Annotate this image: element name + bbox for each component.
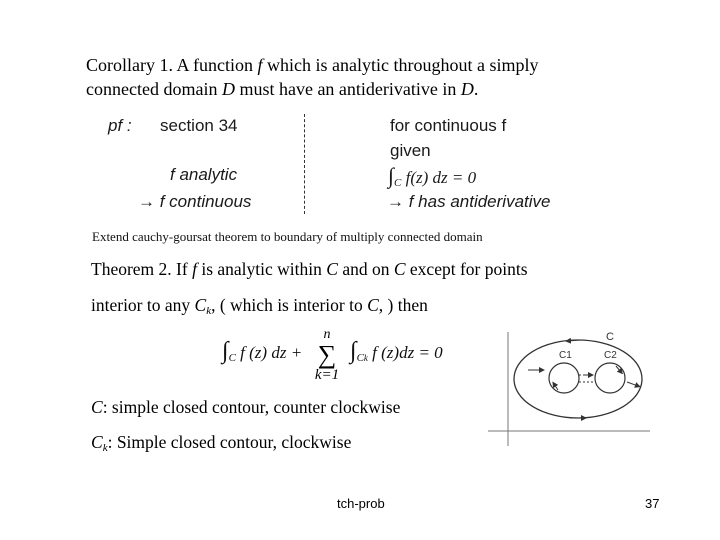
equation-lhs <box>222 338 302 365</box>
corollary-line-1 <box>86 54 538 77</box>
theorem-text: except for points <box>405 259 528 279</box>
theorem-line-1 <box>91 259 528 280</box>
proof-label-text: pf : <box>108 116 132 135</box>
definition-outer <box>91 397 400 418</box>
given-text: given <box>390 141 431 160</box>
contour-diagram <box>488 326 653 450</box>
theorem-text: , ) then <box>378 295 428 315</box>
proof-reference-text: section 34 <box>160 116 238 135</box>
antiderivative-text: f has antiderivative <box>408 192 551 211</box>
integral-contour-index: k <box>363 353 368 363</box>
theorem-text: interior to any <box>91 295 195 315</box>
implies-arrow: → <box>138 192 155 211</box>
theorem-text: and on <box>337 259 394 279</box>
sum-upper-limit: n <box>323 327 331 342</box>
proof-for-continuous <box>390 116 506 136</box>
implies-arrow: → <box>387 192 404 211</box>
theorem-text: , ( which is interior to <box>211 295 368 315</box>
proof-continuous <box>138 192 251 212</box>
c2-label: C2 <box>604 350 617 361</box>
proof-divider <box>304 114 305 214</box>
proof-given <box>390 141 431 161</box>
outer-contour-label: C <box>606 331 614 343</box>
integral-expression: f(z) dz = 0 <box>405 168 477 187</box>
proof-label <box>108 116 132 136</box>
corollary-text: connected domain <box>86 79 222 99</box>
equation-lhs-expression: f (z) dz + <box>240 343 303 362</box>
c1-label: C1 <box>559 350 572 361</box>
definition-inner <box>91 432 351 454</box>
proof-integral <box>388 163 476 189</box>
page-number-text: 37 <box>645 496 660 511</box>
inner-contour-c2 <box>595 363 625 393</box>
integral-contour-sub: C <box>228 352 236 364</box>
extension-note-text: Extend cauchy-goursat theorem to boundary of multiply connected domain <box>92 229 483 244</box>
proof-antiderivative <box>387 192 550 212</box>
integral-symbol: ∫ <box>350 338 357 364</box>
theorem-text: Theorem 2. If <box>91 259 193 279</box>
extension-note <box>92 229 483 245</box>
corollary-line-2 <box>86 78 478 101</box>
footer-source-text: tch-prob <box>337 496 385 511</box>
proof-analytic <box>170 165 237 185</box>
sum-lower-limit: k=1 <box>314 367 340 383</box>
summation <box>312 328 342 383</box>
continuous-text: f continuous <box>159 192 252 211</box>
contour-symbol: C <box>194 295 207 315</box>
contour-symbol: C <box>91 432 103 452</box>
contour-index: k <box>206 305 212 317</box>
contour-index: k <box>102 442 108 454</box>
contour-symbol: C <box>91 397 103 417</box>
equation-rhs-expression: f (z)dz = 0 <box>372 343 443 362</box>
theorem-text: is analytic within <box>196 259 327 279</box>
corollary-text: Corollary 1. A function <box>86 55 258 75</box>
corollary-text: must have an antiderivative in <box>234 79 461 99</box>
inner-contour-c1 <box>549 363 579 393</box>
footer-source <box>337 496 385 511</box>
definition-text: : Simple closed contour, clockwise <box>107 432 352 452</box>
integral-contour-sub: C <box>394 177 402 189</box>
corollary-text: . <box>473 79 479 99</box>
contour-symbol: C <box>367 295 379 315</box>
function-symbol: f <box>192 259 197 279</box>
outer-contour <box>514 340 642 418</box>
domain-symbol: D <box>460 79 474 99</box>
integral-contour-sub: C <box>356 352 364 364</box>
analytic-text: f analytic <box>170 165 238 184</box>
equation-rhs <box>350 338 443 365</box>
for-continuous-text: for continuous f <box>390 116 507 135</box>
integral-symbol: ∫ <box>222 338 229 364</box>
domain-symbol: D <box>221 79 235 99</box>
sum-sigma: ∑ <box>317 340 337 369</box>
contour-symbol: C <box>393 259 406 279</box>
corollary-text: which is analytic throughout a simply <box>262 55 539 75</box>
function-symbol: f <box>257 55 263 75</box>
page-number <box>645 496 659 511</box>
theorem-line-2 <box>91 295 428 317</box>
proof-reference <box>160 116 238 136</box>
definition-text: : simple closed contour, counter clockwise <box>102 397 401 417</box>
integral-symbol: ∫ <box>388 163 395 188</box>
arrow-right <box>627 382 638 386</box>
contour-symbol: C <box>326 259 338 279</box>
